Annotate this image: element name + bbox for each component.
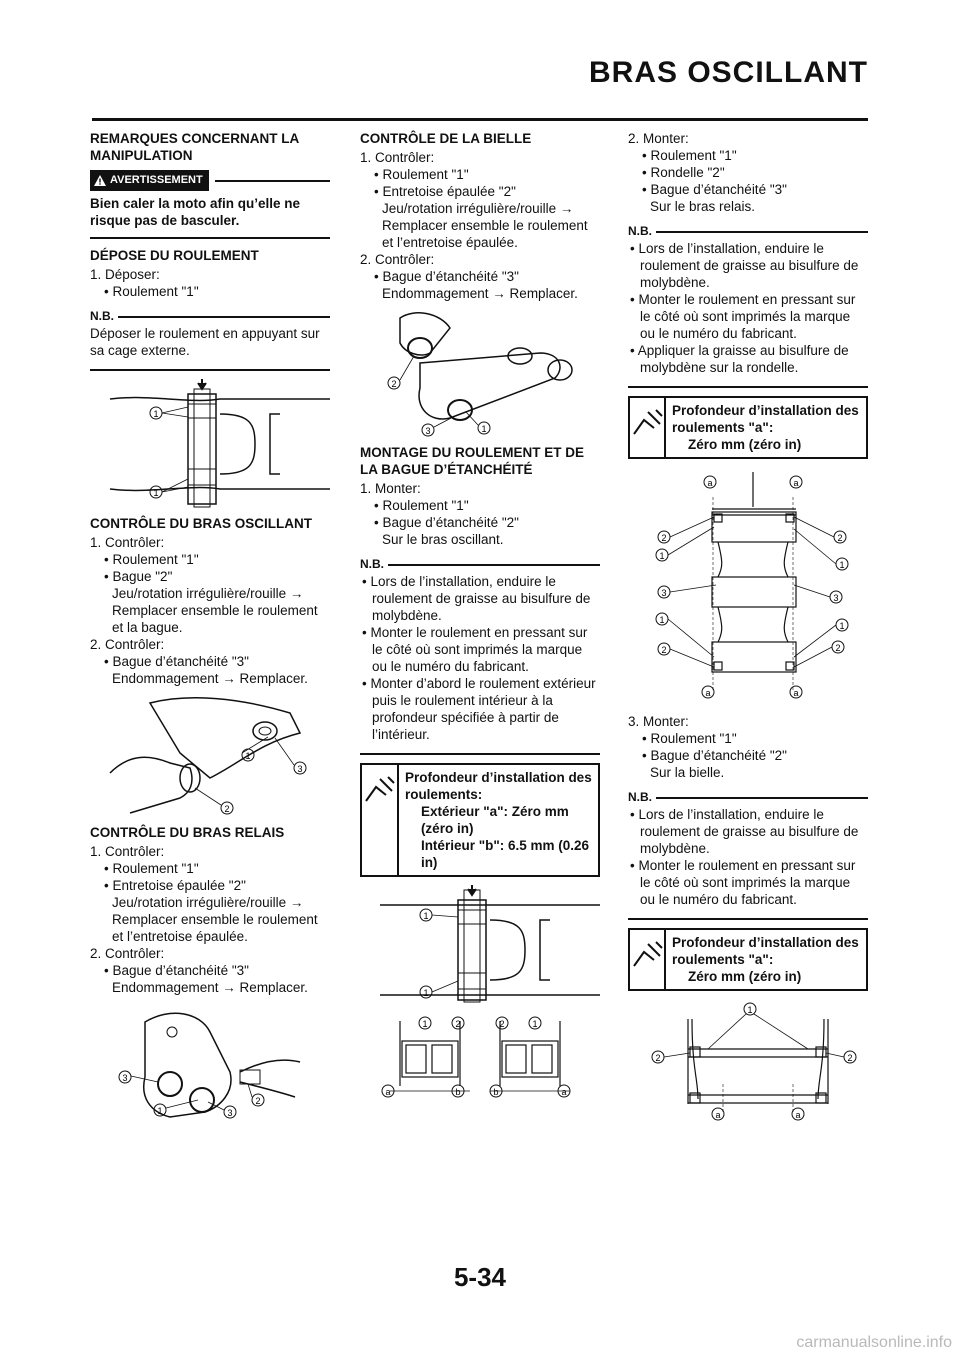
bullet: • Roulement "1" <box>104 861 199 876</box>
callout-3: 3 <box>661 588 667 598</box>
figure-connecting-rod-bearings <box>628 999 868 1124</box>
step: 1. Contrôler: <box>90 535 165 550</box>
spec-title: Profondeur d’installation des roulements "a": <box>672 403 859 435</box>
callout-a: a <box>715 1110 721 1120</box>
bullet: • Roulement "1" <box>642 731 737 746</box>
callout-3: 3 <box>833 593 839 603</box>
step: 2. Contrôler: <box>360 252 435 267</box>
spec-value: Extérieur "a": Zéro mm (zéro in) <box>420 804 569 836</box>
bullet: • Roulement "1" <box>374 498 469 513</box>
callout-1: 1 <box>423 911 429 921</box>
spec-title: Profondeur d’installation des roulements "a": <box>672 935 859 967</box>
callout-3: 3 <box>297 764 303 774</box>
figure-bearing-install <box>360 885 600 1005</box>
warning-box <box>90 170 330 239</box>
callout-2: 2 <box>499 1019 505 1029</box>
step: 2. Contrôler: <box>90 946 165 961</box>
spec-box <box>628 928 868 991</box>
figure-relay-arm-bearings <box>628 467 868 707</box>
step: 2. Monter: <box>628 131 689 146</box>
note-bullet: • Lors de l’installation, enduire le roulement de graisse au bisulfure de molybdène. <box>630 807 859 856</box>
note-box <box>628 789 868 920</box>
figure-connecting-rod-check <box>360 308 600 438</box>
callout-3: 3 <box>425 426 431 436</box>
section-title-installation: MONTAGE DU ROULEMENT ET DE LA BAGUE D’ÉTANCHÉITÉ <box>360 445 584 477</box>
callout-a: a <box>705 688 711 698</box>
bullet: • Bague d’étanchéité "2" <box>374 515 519 530</box>
bullet: • Bague d’étanchéité "3" <box>104 963 249 978</box>
callout-2: 2 <box>224 804 230 814</box>
note-bullet: • Lors de l’installation, enduire le roulement de graisse au bisulfure de molybdène. <box>362 574 591 623</box>
bullet: • Roulement "1" <box>104 552 199 567</box>
section-title-swingarm-check: CONTRÔLE DU BRAS OSCILLANT <box>90 516 312 531</box>
warning-triangle-icon <box>94 175 106 186</box>
section-title-connecting-rod-check: CONTRÔLE DE LA BIELLE <box>360 131 532 146</box>
figure-bearing-depth <box>360 1011 600 1101</box>
warning-badge <box>90 170 209 191</box>
callout-1: 1 <box>659 551 665 561</box>
note-bullet: • Monter le roulement en pressant sur le côté où sont imprimés la marque ou le numéro du fabricant. <box>630 292 856 341</box>
warning-text: Bien caler la moto afin qu’elle ne risque pas de basculer. <box>90 196 301 228</box>
callout-1: 1 <box>481 424 487 434</box>
callout-1: 1 <box>839 621 845 631</box>
column-3 <box>628 130 868 1130</box>
callout-a: a <box>707 478 713 488</box>
note-bullet: • Lors de l’installation, enduire le roulement de graisse au bisulfure de molybdène. <box>630 241 859 290</box>
title-rule <box>92 118 868 121</box>
column-2 <box>360 130 600 1107</box>
bullet-detail: Sur le bras relais. <box>650 199 756 214</box>
bullet: • Roulement "1" <box>642 148 737 163</box>
callout-2: 2 <box>661 533 667 543</box>
depth-gauge-icon <box>630 408 664 438</box>
bullet: • Bague d’étanchéité "2" <box>642 748 787 763</box>
callout-2: 2 <box>835 643 841 653</box>
note-bullet: • Monter le roulement en pressant sur le côté où sont imprimés la marque ou le numéro du fabricant. <box>630 858 856 907</box>
callout-1: 1 <box>245 751 251 761</box>
callout-1: 1 <box>747 1005 753 1015</box>
callout-1: 1 <box>157 1106 163 1116</box>
spec-title: Profondeur d’installation des roulements: <box>404 770 592 802</box>
column-1 <box>90 130 330 1138</box>
depth-gauge-icon <box>630 940 664 970</box>
note-box <box>90 308 330 371</box>
note-box <box>360 556 600 755</box>
bullet-detail: Endommagement → Remplacer. <box>112 980 308 995</box>
spec-box <box>360 763 600 877</box>
bullet: • Rondelle "2" <box>642 165 725 180</box>
callout-2: 2 <box>847 1053 853 1063</box>
step: 1. Déposer: <box>90 267 160 282</box>
step: 1. Contrôler: <box>90 844 165 859</box>
callout-1: 1 <box>422 1019 428 1029</box>
callout-3: 3 <box>122 1073 128 1083</box>
callout-2: 2 <box>655 1053 661 1063</box>
section-title-handling: REMARQUES CONCERNANT LA MANIPULATION <box>90 131 299 163</box>
note-label: N.B. <box>628 790 652 804</box>
figure-swingarm-check <box>90 693 330 818</box>
page-number: 5-34 <box>453 1262 507 1292</box>
bullet: • Bague "2" <box>104 569 173 584</box>
note-label: N.B. <box>90 309 114 323</box>
callout-b: b <box>493 1087 499 1097</box>
bullet: • Bague d’étanchéité "3" <box>642 182 787 197</box>
callout-2: 2 <box>255 1096 261 1106</box>
callout-2: 2 <box>391 379 397 389</box>
section-title-relay-arm-check: CONTRÔLE DU BRAS RELAIS <box>90 825 285 840</box>
bullet-detail: Endommagement → Remplacer. <box>382 286 578 301</box>
spec-value: Intérieur "b": 6.5 mm (0.26 in) <box>420 838 590 870</box>
bullet-detail: Jeu/rotation irrégulière/rouille → Remplacer ensemble le roulement et la bague. <box>112 586 318 635</box>
callout-a: a <box>385 1087 391 1097</box>
bullet: • Entretoise épaulée "2" <box>374 184 516 199</box>
callout-1: 1 <box>532 1019 538 1029</box>
bullet-detail: Endommagement → Remplacer. <box>112 671 308 686</box>
depth-gauge-icon <box>362 775 396 805</box>
callout-1: 1 <box>423 988 429 998</box>
bullet-detail: Sur la bielle. <box>650 765 725 780</box>
callout-a: a <box>793 688 799 698</box>
callout-2: 2 <box>455 1019 461 1029</box>
callout-a: a <box>793 478 799 488</box>
callout-a: a <box>561 1087 567 1097</box>
step: 1. Contrôler: <box>360 150 435 165</box>
callout-3: 3 <box>227 1108 233 1118</box>
callout-b: b <box>455 1087 461 1097</box>
note-bullet: • Monter le roulement en pressant sur le côté où sont imprimés la marque ou le numéro du fabricant. <box>362 625 588 674</box>
watermark: carmanualsonline.info <box>796 1334 952 1351</box>
spec-box <box>628 396 868 459</box>
bullet: • Entretoise épaulée "2" <box>104 878 246 893</box>
page-title: BRAS OSCILLANT <box>589 56 868 89</box>
bullet-detail: Sur le bras oscillant. <box>382 532 504 547</box>
section-title-bearing-removal: DÉPOSE DU ROULEMENT <box>90 248 259 263</box>
bullet: • Bague d’étanchéité "3" <box>374 269 519 284</box>
step: 1. Monter: <box>360 481 421 496</box>
note-bullet: • Appliquer la graisse au bisulfure de molybdène sur la rondelle. <box>630 343 849 375</box>
callout-1: 1 <box>659 615 665 625</box>
note-text: Déposer le roulement en appuyant sur sa cage externe. <box>90 326 320 358</box>
bullet-detail: Jeu/rotation irrégulière/rouille → Remplacer ensemble le roulement et l’entretoise épaulée. <box>112 895 318 944</box>
bullet: • Bague d’étanchéité "3" <box>104 654 249 669</box>
callout-2: 2 <box>661 645 667 655</box>
note-box <box>628 223 868 388</box>
note-bullet: • Monter d’abord le roulement extérieur puis le roulement intérieur à la profondeur spécifiée à partir de l’intérieur. <box>362 676 596 742</box>
step: 3. Monter: <box>628 714 689 729</box>
figure-relay-arm-check <box>90 1002 330 1132</box>
bullet: • Roulement "1" <box>374 167 469 182</box>
callout-1: 1 <box>839 560 845 570</box>
bullet: • Roulement "1" <box>104 284 199 299</box>
callout-1: 1 <box>153 488 159 498</box>
note-label: N.B. <box>628 224 652 238</box>
step: 2. Contrôler: <box>90 637 165 652</box>
callout-2: 2 <box>837 533 843 543</box>
spec-value: Zéro mm (zéro in) <box>688 969 802 984</box>
spec-value: Zéro mm (zéro in) <box>688 437 802 452</box>
warning-label: AVERTISSEMENT <box>110 174 203 186</box>
callout-1: 1 <box>153 409 159 419</box>
figure-bearing-removal <box>90 379 330 509</box>
callout-a: a <box>795 1110 801 1120</box>
bullet-detail: Jeu/rotation irrégulière/rouille → Remplacer ensemble le roulement et l’entretoise épaulée. <box>382 201 588 250</box>
note-label: N.B. <box>360 557 384 571</box>
